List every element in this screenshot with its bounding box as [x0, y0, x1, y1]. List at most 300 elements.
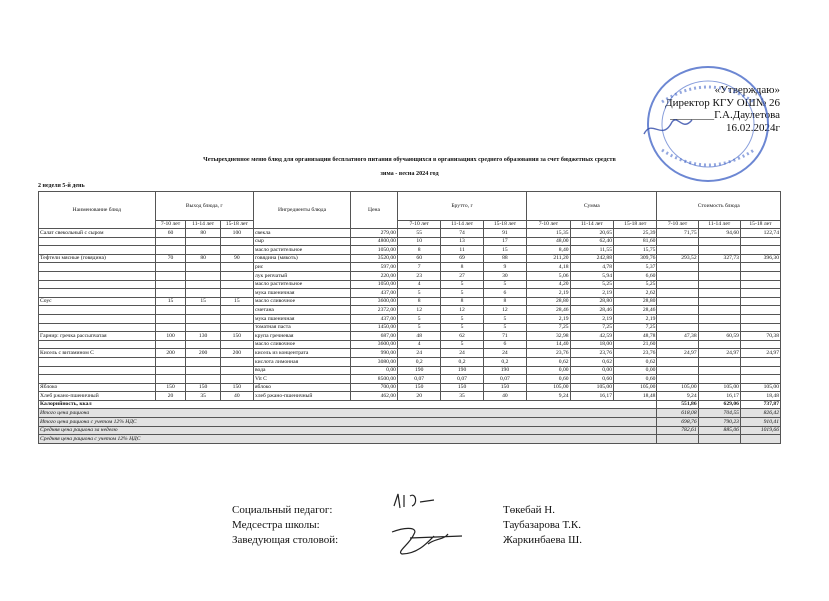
output-cell: [186, 323, 220, 332]
total-value-cell: 618,08: [657, 409, 698, 418]
table-row: [39, 349, 781, 358]
gross-cell: 24: [441, 349, 483, 358]
dish-name-cell: Кисель с витамином С: [39, 349, 156, 358]
cost-cell: [698, 306, 740, 315]
gross-cell: 8: [397, 297, 440, 306]
cost-cell: 24,97: [740, 349, 780, 358]
price-cell: 3600,00: [351, 340, 398, 349]
header-age: 15-18 лет: [220, 221, 253, 229]
role-school-nurse: Медсестра школы:: [232, 519, 320, 531]
sum-cell: 14,40: [527, 340, 570, 349]
price-cell: 8500,00: [351, 375, 398, 384]
output-cell: [220, 375, 253, 384]
approval-date: 16.02.2024г: [725, 121, 780, 134]
cost-cell: [740, 280, 780, 289]
output-cell: [155, 375, 186, 384]
sum-cell: 5,06: [527, 271, 570, 280]
sum-cell: 23,76: [570, 349, 613, 358]
total-value-cell: 704,55: [698, 409, 740, 418]
output-cell: [155, 340, 186, 349]
cost-cell: 327,73: [698, 254, 740, 263]
ingredient-cell: масло растительное: [253, 246, 350, 255]
sum-cell: 0,62: [570, 357, 613, 366]
table-row: [39, 306, 781, 315]
total-label-cell: Итого цена рациона: [39, 409, 657, 418]
cost-cell: 47,38: [657, 332, 698, 341]
output-cell: [155, 323, 186, 332]
sum-cell: 48,00: [527, 237, 570, 246]
cost-cell: [657, 246, 698, 255]
ingredient-cell: масло сливочное: [253, 297, 350, 306]
price-cell: 1050,00: [351, 280, 398, 289]
ingredient-cell: мука пшеничная: [253, 314, 350, 323]
header-sum: Сумма: [527, 192, 657, 221]
sum-cell: 16,17: [570, 392, 613, 401]
cost-cell: [657, 357, 698, 366]
ingredient-cell: хлеб ржано-пшеничный: [253, 392, 350, 401]
cost-cell: 9,24: [657, 392, 698, 401]
table-row: [39, 280, 781, 289]
gross-cell: 190: [483, 366, 526, 375]
dish-name-cell: [39, 280, 156, 289]
header-dish-name: Наименование блюд: [39, 192, 156, 229]
gross-cell: 5: [397, 289, 440, 298]
total-label-cell: Средняя цена рациона с учетом 12% НДС: [39, 435, 657, 444]
cost-cell: [657, 340, 698, 349]
role-canteen-manager: Заведующая столовой:: [232, 534, 339, 546]
gross-cell: 5: [441, 280, 483, 289]
cost-cell: [657, 306, 698, 315]
ingredient-cell: кислота лимонная: [253, 357, 350, 366]
dish-name-cell: Соус: [39, 297, 156, 306]
gross-cell: 17: [483, 237, 526, 246]
dish-name-cell: [39, 375, 156, 384]
sum-cell: 5,25: [570, 280, 613, 289]
dish-name-cell: [39, 237, 156, 246]
cost-cell: [740, 237, 780, 246]
output-cell: [220, 280, 253, 289]
output-cell: [155, 314, 186, 323]
dish-name-cell: [39, 246, 156, 255]
ingredient-cell: свекла: [253, 229, 350, 238]
dish-name-cell: Хлеб ржано-пшеничный: [39, 392, 156, 401]
output-cell: 200: [155, 349, 186, 358]
gross-cell: 150: [441, 383, 483, 392]
sum-cell: 0,60: [614, 375, 657, 384]
gross-cell: 13: [441, 237, 483, 246]
output-cell: [155, 289, 186, 298]
gross-cell: 5: [441, 323, 483, 332]
output-cell: [220, 340, 253, 349]
cost-cell: [657, 280, 698, 289]
cost-cell: [698, 314, 740, 323]
output-cell: 80: [186, 254, 220, 263]
sum-cell: 2,62: [614, 289, 657, 298]
price-cell: 437,00: [351, 289, 398, 298]
output-cell: 150: [186, 383, 220, 392]
header-age: 7-10 лет: [657, 221, 698, 229]
dish-name-cell: [39, 306, 156, 315]
cost-cell: [740, 297, 780, 306]
output-cell: [186, 357, 220, 366]
gross-cell: 0,07: [397, 375, 440, 384]
approval-block: [630, 84, 780, 134]
sum-cell: 0,60: [527, 375, 570, 384]
price-cell: 437,00: [351, 314, 398, 323]
total-value-cell: 698,76: [657, 418, 698, 427]
total-value-cell: 782,61: [657, 426, 698, 435]
gross-cell: 9: [483, 263, 526, 272]
menu-sheet: [38, 156, 781, 444]
gross-cell: 5: [441, 340, 483, 349]
cost-cell: 60,59: [698, 332, 740, 341]
cost-cell: 105,00: [657, 383, 698, 392]
sum-cell: 7,25: [527, 323, 570, 332]
gross-cell: 5: [397, 323, 440, 332]
header-age: 11-14 лет: [570, 221, 613, 229]
gross-cell: 35: [441, 392, 483, 401]
gross-cell: 8: [441, 263, 483, 272]
table-row: [39, 392, 781, 401]
cost-cell: [698, 263, 740, 272]
output-cell: 15: [220, 297, 253, 306]
output-cell: [220, 263, 253, 272]
cost-cell: 293,52: [657, 254, 698, 263]
cost-cell: [698, 237, 740, 246]
gross-cell: 74: [441, 229, 483, 238]
cost-cell: 71,75: [657, 229, 698, 238]
ingredient-cell: Vit C: [253, 375, 350, 384]
output-cell: [220, 306, 253, 315]
gross-cell: 88: [483, 254, 526, 263]
sum-cell: 105,00: [570, 383, 613, 392]
dish-name-cell: Яблоко: [39, 383, 156, 392]
sum-cell: 42,59: [570, 332, 613, 341]
output-cell: [220, 357, 253, 366]
cost-cell: [657, 323, 698, 332]
sum-cell: 5,94: [570, 271, 613, 280]
cost-cell: [740, 366, 780, 375]
cost-cell: [657, 314, 698, 323]
sum-cell: 0,62: [527, 357, 570, 366]
output-cell: 80: [186, 229, 220, 238]
output-cell: 15: [186, 297, 220, 306]
output-cell: 60: [155, 229, 186, 238]
gross-cell: 12: [397, 306, 440, 315]
header-price: Цена: [351, 192, 398, 229]
gross-cell: 5: [483, 314, 526, 323]
output-cell: [186, 271, 220, 280]
dish-name-cell: [39, 289, 156, 298]
output-cell: 200: [186, 349, 220, 358]
gross-cell: 0,07: [483, 375, 526, 384]
total-value-cell: 885,06: [698, 426, 740, 435]
gross-cell: 40: [483, 392, 526, 401]
gross-cell: 8: [441, 297, 483, 306]
sum-cell: 2,19: [570, 314, 613, 323]
cost-cell: [740, 323, 780, 332]
total-row: [39, 400, 781, 409]
table-row: [39, 323, 781, 332]
ingredient-cell: сметана: [253, 306, 350, 315]
cost-cell: [698, 375, 740, 384]
price-cell: 4800,00: [351, 237, 398, 246]
dish-name-cell: Гарнир: гречка рассыпчатая: [39, 332, 156, 341]
price-cell: 220,00: [351, 271, 398, 280]
cost-cell: 396,30: [740, 254, 780, 263]
cost-cell: [657, 271, 698, 280]
table-row: [39, 314, 781, 323]
table-row: [39, 263, 781, 272]
total-row: [39, 409, 781, 418]
table-row: [39, 254, 781, 263]
gross-cell: 5: [483, 280, 526, 289]
output-cell: [155, 306, 186, 315]
price-cell: 462,00: [351, 392, 398, 401]
dish-name-cell: Тефтели мясные (говядина): [39, 254, 156, 263]
output-cell: 150: [155, 383, 186, 392]
ingredient-cell: мука пшеничная: [253, 289, 350, 298]
gross-cell: 6: [483, 289, 526, 298]
cost-cell: [657, 237, 698, 246]
ingredient-cell: яблоко: [253, 383, 350, 392]
name-social-pedagogue: Төкебай Н.: [503, 504, 555, 516]
cost-cell: [740, 271, 780, 280]
ingredient-cell: масло растительное: [253, 280, 350, 289]
cost-cell: [740, 314, 780, 323]
gross-cell: 190: [397, 366, 440, 375]
gross-cell: 20: [397, 392, 440, 401]
output-cell: [186, 280, 220, 289]
gross-cell: 6: [483, 340, 526, 349]
sum-cell: 2,19: [570, 289, 613, 298]
output-cell: 90: [220, 254, 253, 263]
price-cell: 1050,00: [351, 246, 398, 255]
cost-cell: [698, 280, 740, 289]
price-cell: 1450,00: [351, 323, 398, 332]
cost-cell: [740, 289, 780, 298]
sum-cell: 7,25: [570, 323, 613, 332]
sum-cell: 28,80: [614, 297, 657, 306]
dish-name-cell: [39, 271, 156, 280]
cost-cell: 70,38: [740, 332, 780, 341]
cost-cell: [698, 297, 740, 306]
sum-cell: 0,62: [614, 357, 657, 366]
ingredient-cell: рис: [253, 263, 350, 272]
cost-cell: [657, 366, 698, 375]
gross-cell: 12: [441, 306, 483, 315]
header-age: 15-18 лет: [740, 221, 780, 229]
sum-cell: 309,76: [614, 254, 657, 263]
header-age: 11-14 лет: [441, 221, 483, 229]
header-output: Выход блюда, г: [155, 192, 253, 221]
sum-cell: 105,00: [527, 383, 570, 392]
total-label-cell: Калорийность, ккал: [39, 400, 657, 409]
gross-cell: 27: [441, 271, 483, 280]
price-cell: 0,00: [351, 366, 398, 375]
cost-cell: 24,97: [657, 349, 698, 358]
total-value-cell: [657, 435, 698, 444]
table-row: [39, 332, 781, 341]
output-cell: [220, 366, 253, 375]
table-row: [39, 229, 781, 238]
cost-cell: [657, 297, 698, 306]
output-cell: 200: [220, 349, 253, 358]
cost-cell: [698, 246, 740, 255]
output-cell: 100: [220, 229, 253, 238]
output-cell: 35: [186, 392, 220, 401]
gross-cell: 48: [397, 332, 440, 341]
sum-cell: 4,78: [570, 263, 613, 272]
total-row: [39, 426, 781, 435]
cost-cell: [740, 263, 780, 272]
total-value-cell: 1019,66: [740, 426, 780, 435]
ingredient-cell: масло сливочное: [253, 340, 350, 349]
menu-title: Четырехдневное меню блюд для организации бесплатного питания обучающихся в организациях среднего образования за счет бюджетных средств: [203, 156, 616, 163]
price-cell: 279,00: [351, 229, 398, 238]
price-cell: 3600,00: [351, 297, 398, 306]
total-label-cell: Итого цена рациона с учетом 12% НДС: [39, 418, 657, 427]
output-cell: [155, 366, 186, 375]
gross-cell: 71: [483, 332, 526, 341]
total-value-cell: 551,86: [657, 400, 698, 409]
output-cell: [186, 375, 220, 384]
sum-cell: 18,48: [614, 392, 657, 401]
table-row: [39, 289, 781, 298]
sum-cell: 28,80: [570, 297, 613, 306]
gross-cell: 5: [483, 323, 526, 332]
output-cell: [186, 289, 220, 298]
gross-cell: 4: [397, 340, 440, 349]
header-age: 7-10 лет: [397, 221, 440, 229]
price-cell: 2372,00: [351, 306, 398, 315]
name-school-nurse: Таубазарова Т.К.: [503, 519, 581, 531]
menu-table: [38, 191, 781, 444]
sum-cell: 8,40: [527, 246, 570, 255]
output-cell: [186, 246, 220, 255]
menu-rows: [39, 229, 781, 444]
header-gross: Брутто, г: [397, 192, 526, 221]
output-cell: [186, 314, 220, 323]
output-cell: 100: [155, 332, 186, 341]
sum-cell: 4,20: [527, 280, 570, 289]
output-cell: [220, 237, 253, 246]
cost-cell: 94,60: [698, 229, 740, 238]
approval-heading: «Утверждаю»: [714, 84, 780, 96]
table-row: [39, 271, 781, 280]
total-value-cell: [698, 435, 740, 444]
output-cell: [220, 246, 253, 255]
total-label-cell: Средняя цена рациона за неделю: [39, 426, 657, 435]
dish-name-cell: Салат свекольный с сыром: [39, 229, 156, 238]
gross-cell: 11: [441, 246, 483, 255]
approval-signatory: ________Г.А.Даулетова: [670, 109, 780, 121]
sum-cell: 48,78: [614, 332, 657, 341]
cost-cell: [698, 271, 740, 280]
gross-cell: 15: [483, 246, 526, 255]
cost-cell: [698, 289, 740, 298]
table-row: [39, 357, 781, 366]
signature-mark-icon: [390, 490, 440, 512]
sum-cell: 32,98: [527, 332, 570, 341]
cost-cell: [657, 289, 698, 298]
output-cell: 150: [220, 332, 253, 341]
sum-cell: 5,25: [614, 280, 657, 289]
approval-position: Директор КГУ ОШ№ 26: [665, 96, 780, 109]
output-cell: [220, 323, 253, 332]
sum-cell: 0,00: [614, 366, 657, 375]
dish-name-cell: [39, 263, 156, 272]
ingredient-cell: говядина (мякоть): [253, 254, 350, 263]
cost-cell: 105,00: [698, 383, 740, 392]
signature-names: [503, 503, 582, 548]
price-cell: 3520,00: [351, 254, 398, 263]
cost-cell: [740, 375, 780, 384]
output-cell: 70: [155, 254, 186, 263]
total-row: [39, 418, 781, 427]
cost-cell: [740, 306, 780, 315]
gross-cell: 24: [397, 349, 440, 358]
sum-cell: 28,46: [570, 306, 613, 315]
sum-cell: 15,75: [614, 246, 657, 255]
sum-cell: 2,19: [614, 314, 657, 323]
gross-cell: 8: [397, 246, 440, 255]
gross-cell: 91: [483, 229, 526, 238]
sum-cell: 28,46: [614, 306, 657, 315]
sum-cell: 15,35: [527, 229, 570, 238]
output-cell: [220, 289, 253, 298]
output-cell: [220, 271, 253, 280]
week-label: 2 неделя 5-й день: [38, 183, 85, 189]
sum-cell: 28,46: [527, 306, 570, 315]
ingredient-cell: кисель из концентрата: [253, 349, 350, 358]
sum-cell: 9,24: [527, 392, 570, 401]
sum-cell: 7,25: [614, 323, 657, 332]
gross-cell: 23: [397, 271, 440, 280]
gross-cell: 0,2: [397, 357, 440, 366]
cost-cell: [740, 246, 780, 255]
sum-cell: 0,00: [527, 366, 570, 375]
dish-name-cell: [39, 366, 156, 375]
output-cell: [220, 314, 253, 323]
output-cell: [155, 237, 186, 246]
header-ingredients: Ингредиенты блюда: [253, 192, 350, 229]
ingredient-cell: вода: [253, 366, 350, 375]
header-age: 7-10 лет: [527, 221, 570, 229]
dish-name-cell: [39, 340, 156, 349]
gross-cell: 150: [483, 383, 526, 392]
signature-roles: [232, 503, 338, 548]
gross-cell: 7: [397, 263, 440, 272]
sum-cell: 105,00: [614, 383, 657, 392]
header-age: 11-14 лет: [186, 221, 220, 229]
total-row: [39, 435, 781, 444]
table-row: [39, 246, 781, 255]
sum-cell: 62,40: [570, 237, 613, 246]
gross-cell: 190: [441, 366, 483, 375]
cost-cell: 18,48: [740, 392, 780, 401]
output-cell: [155, 271, 186, 280]
output-cell: 150: [220, 383, 253, 392]
gross-cell: 24: [483, 349, 526, 358]
cost-cell: [740, 357, 780, 366]
sum-cell: 242,88: [570, 254, 613, 263]
dish-name-cell: [39, 314, 156, 323]
gross-cell: 60: [397, 254, 440, 263]
total-value-cell: 629,06: [698, 400, 740, 409]
ingredient-cell: крупа гречневая: [253, 332, 350, 341]
header-age: 7-10 лет: [155, 221, 186, 229]
